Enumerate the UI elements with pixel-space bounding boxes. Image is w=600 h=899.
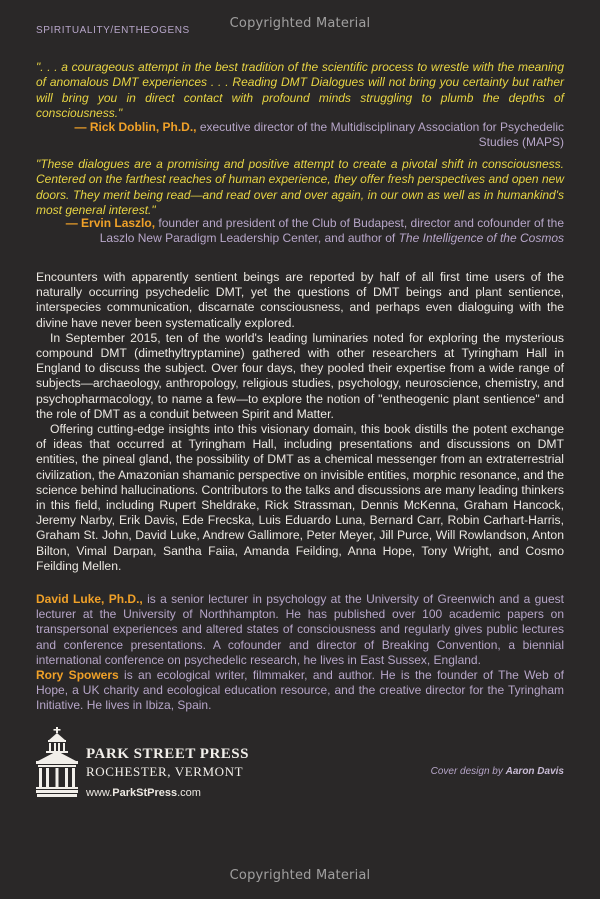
publisher-city: ROCHESTER, VERMONT bbox=[86, 764, 244, 779]
temple-logo-icon bbox=[36, 727, 78, 797]
designer-name: Aaron Davis bbox=[505, 766, 564, 777]
description-paragraph: Offering cutting-edge insights into this visionary domain, this book distills the potent exchange of ideas that occurred at Tyringham Hall, including presentations and discussions on DMT entities, the pineal gland, the possibility of DMT as a chemical messenger from an extraterrestrial civilization, the Amazonian shamanic perspective on invisible entities, morphic resonance, and the science behind hallucinations. Contributors to the talks and discussions are many leading thinkers in this field, including Rupert Sheldrake, Rick Strassman, Dennis McKenna, Graham Hancock, Jeremy Narby, Erik Davis, Ede Frecska, Luis Eduardo Luna, Bernard Carr, Robin Carhart-Harris, Graham St. John, David Luke, Andrew Gallimore, Peter Meyer, Jill Purce, Will Rowlandson, Anton Bilton, Vimal Darpan, Santha Faiia, Amanda Feilding, Anna Hope, Tony Wright, and Cosmo Feilding Mellen. bbox=[36, 422, 564, 573]
credit-label: Cover design by bbox=[430, 766, 506, 777]
description-paragraph: In September 2015, ten of the world's leading luminaries noted for exploring the mysterious compound DMT (dimethyltryptamine) gathered with other researchers at Tyringham Hall in England to discuss the subject. Over four days, they pooled their expertise from a wide range of subjects—archaeology, anthropology, religious studies, psychology, neuroscience, chemistry, and psychopharmacology, to name a few—to explore the notion of "entheogenic plant sentience" and the role of DMT as a conduit between Spirit and Matter. bbox=[36, 330, 564, 421]
url-prefix: www. bbox=[86, 787, 113, 799]
author-bios bbox=[36, 592, 564, 714]
publisher-name: PARK STREET PRESS bbox=[86, 746, 249, 762]
url-domain: ParkStPress bbox=[112, 787, 178, 799]
attribution-role: executive director of the Multidisciplinary Association for Psychedelic Studies (MAPS) bbox=[196, 120, 564, 149]
publisher-url[interactable] bbox=[86, 787, 249, 799]
quote-laszlo: "These dialogues are a promising and positive attempt to create a pivotal shift in consciousness. Centered on the farthest reaches of human experience, they offer fresh perspectives and open new doors. They merit being read—and read over and over again, in our own as well as in humankind's most general interest." bbox=[36, 157, 564, 218]
attribution-laszlo bbox=[36, 216, 564, 246]
author-bio-luke bbox=[36, 592, 564, 668]
author-name: Rory Spowers bbox=[36, 668, 119, 683]
attribution-name: — Ervin Laszlo, bbox=[65, 216, 156, 230]
watermark-bottom: Copyrighted Material bbox=[229, 868, 371, 883]
category-label: SPIRITUALITY/ENTHEOGENS bbox=[36, 25, 190, 36]
author-bio-text: is a senior lecturer in psychology at the University of Greenwich and a guest lecturer at the University of Northhampton. He has published over 100 academic papers on transpersonal experiences and altered states of consciousness and regularly gives public lectures and conference presentations. A cofounder and director of Breaking Convention, a biennial international conference on psychedelic research, he lives in East Sussex, England. bbox=[36, 592, 564, 667]
attribution-name: — Rick Doblin, Ph.D., bbox=[74, 120, 197, 134]
attribution-doblin bbox=[36, 120, 564, 150]
url-suffix: .com bbox=[177, 787, 201, 799]
book-description bbox=[36, 270, 564, 574]
quote-doblin: ". . . a courageous attempt in the best tradition of the scientific process to wrestle with the meaning of anomalous DMT experiences . . . Reading DMT Dialogues will not bring you certainty but rather will bring you in direct contact with profound minds struggling to plumb the depths of consciousness." bbox=[36, 60, 564, 121]
description-paragraph: Encounters with apparently sentient beings are reported by half of all first time users of the naturally occurring psychedelic DMT, yet the questions of DMT beings and plant sentience, interspecies communication, discarnate consciousness, and perhaps even dialoguing with the divine have never been systematically explored. bbox=[36, 270, 564, 330]
watermark-top: Copyrighted Material bbox=[229, 16, 371, 31]
author-bio-text: is an ecological writer, filmmaker, and author. He is the founder of The Web of Hope, a UK charity and ecological education resource, and the creative director for the Tyringham Initiative. He lives in Ibiza, Spain. bbox=[36, 668, 564, 713]
attribution-role: founder and president of the Club of Budapest, director and cofounder of the Laszlo New Paradigm Leadership Center, and author of bbox=[99, 216, 564, 245]
author-name: David Luke, Ph.D., bbox=[36, 592, 143, 606]
author-bio-spowers bbox=[36, 668, 564, 714]
cover-design-credit bbox=[431, 766, 564, 777]
book-title: The Intelligence of the Cosmos bbox=[398, 231, 564, 245]
publisher-block bbox=[86, 745, 249, 799]
